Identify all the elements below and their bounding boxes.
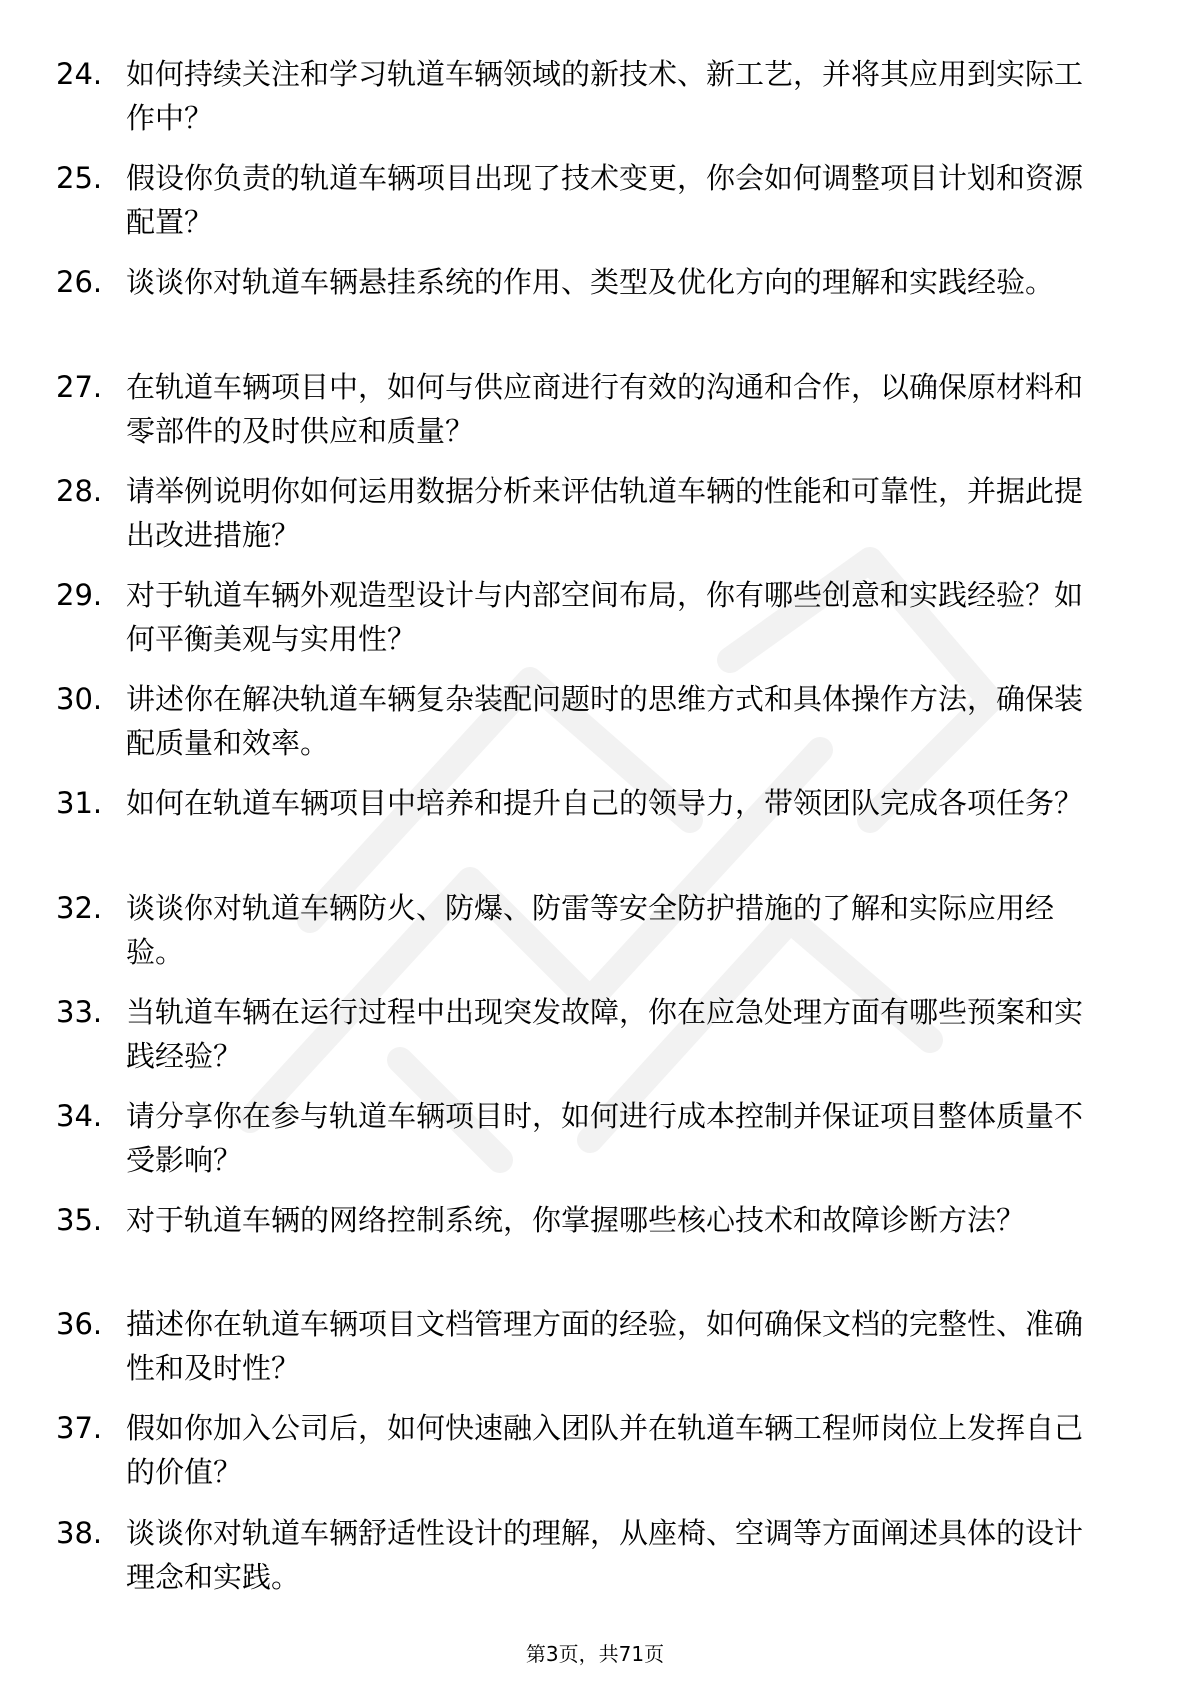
question-text: 如何持续关注和学习轨道车辆领域的新技术、新工艺，并将其应用到实际工作中？	[126, 57, 1084, 135]
question-text: 在轨道车辆项目中，如何与供应商进行有效的沟通和合作，以确保原材料和零部件的及时供应和质量？	[126, 369, 1084, 448]
question-number: 27.	[56, 369, 103, 404]
question-item	[56, 1094, 1116, 1188]
question-list	[56, 52, 1116, 1615]
question-item	[56, 1302, 1116, 1396]
question-item	[56, 469, 1116, 563]
question-text: 请分享你在参与轨道车辆项目时，如何进行成本控制并保证项目整体质量不受影响？	[126, 1098, 1084, 1177]
question-number: 26.	[56, 265, 103, 300]
question-text: 对于轨道车辆外观造型设计与内部空间布局，你有哪些创意和实践经验？如何平衡美观与实用性？	[126, 577, 1084, 656]
question-text: 谈谈你对轨道车辆悬挂系统的作用、类型及优化方向的理解和实践经验。	[126, 265, 1055, 300]
question-text: 假如你加入公司后，如何快速融入团队并在轨道车辆工程师岗位上发挥自己的价值？	[126, 1411, 1084, 1490]
question-item	[56, 573, 1116, 667]
question-number: 32.	[56, 890, 103, 925]
question-item	[56, 1511, 1116, 1605]
question-item	[56, 156, 1116, 250]
question-item	[56, 1406, 1116, 1500]
question-number: 33.	[56, 994, 103, 1029]
question-text: 讲述你在解决轨道车辆复杂装配问题时的思维方式和具体操作方法，确保装配质量和效率。	[126, 682, 1084, 761]
question-text: 请举例说明你如何运用数据分析来评估轨道车辆的性能和可靠性，并据此提出改进措施？	[126, 473, 1084, 552]
question-number: 29.	[56, 577, 103, 612]
question-text: 当轨道车辆在运行过程中出现突发故障，你在应急处理方面有哪些预案和实践经验？	[126, 994, 1084, 1073]
question-text: 假设你负责的轨道车辆项目出现了技术变更，你会如何调整项目计划和资源配置？	[126, 161, 1084, 240]
question-number: 31.	[56, 786, 103, 821]
question-item	[56, 781, 1116, 875]
question-text: 如何在轨道车辆项目中培养和提升自己的领导力，带领团队完成各项任务？	[126, 786, 1084, 821]
question-number: 30.	[56, 682, 103, 717]
question-item	[56, 260, 1116, 354]
question-number: 37.	[56, 1411, 103, 1446]
question-number: 34.	[56, 1098, 103, 1133]
question-item	[56, 677, 1116, 771]
question-number: 35.	[56, 1203, 103, 1238]
page-number-footer: 第3页，共71页	[525, 1642, 665, 1666]
question-item	[56, 52, 1116, 146]
question-text: 谈谈你对轨道车辆防火、防爆、防雷等安全防护措施的了解和实际应用经验。	[126, 890, 1055, 969]
question-item	[56, 1198, 1116, 1292]
question-number: 25.	[56, 161, 103, 196]
question-text: 谈谈你对轨道车辆舒适性设计的理解，从座椅、空调等方面阐述具体的设计理念和实践。	[126, 1515, 1084, 1594]
question-item	[56, 365, 1116, 459]
question-text: 描述你在轨道车辆项目文档管理方面的经验，如何确保文档的完整性、准确性和及时性？	[126, 1307, 1084, 1386]
question-number: 36.	[56, 1307, 103, 1342]
question-item	[56, 886, 1116, 980]
question-item	[56, 990, 1116, 1084]
question-text: 对于轨道车辆的网络控制系统，你掌握哪些核心技术和故障诊断方法？	[126, 1203, 1026, 1238]
question-number: 28.	[56, 473, 103, 508]
question-number: 38.	[56, 1515, 103, 1550]
question-number: 24.	[56, 57, 103, 91]
